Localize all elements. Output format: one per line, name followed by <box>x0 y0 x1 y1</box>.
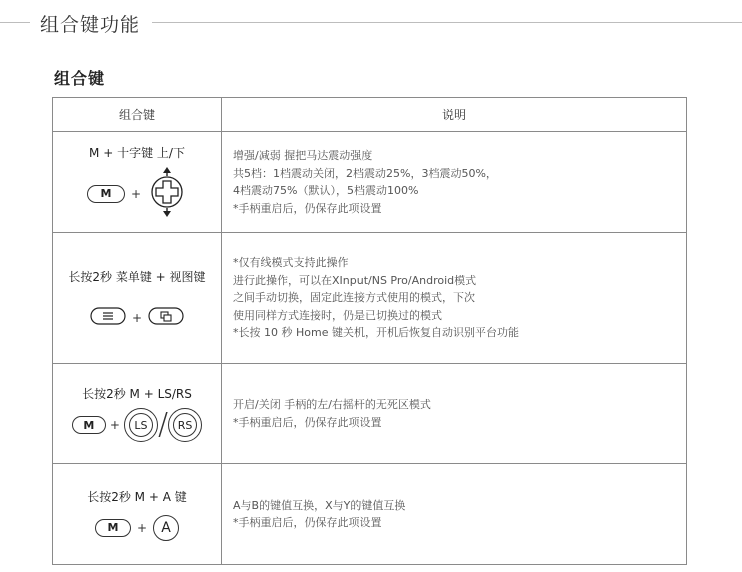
desc-line: 进行此操作，可以在XInput/NS Pro/Android模式 <box>233 273 477 287</box>
view-key-icon <box>148 307 184 329</box>
m-key-icon: M <box>95 519 131 537</box>
combo-icons <box>95 515 179 541</box>
desc-line: 之间手动切换，固定此连接方式使用的模式，下次 <box>233 291 475 305</box>
plus-sign: + <box>130 186 142 201</box>
desc-line: *手柄重启后，仍保存此项设置 <box>233 415 382 429</box>
header-rule-left <box>0 22 30 23</box>
combo-label: 长按2秒 M + LS/RS <box>82 387 192 401</box>
rs-stick-icon <box>168 408 202 442</box>
combo-icons <box>87 167 187 221</box>
table-header-row <box>53 98 686 131</box>
slash-separator: / <box>157 407 169 442</box>
header-desc: 说明 <box>441 108 466 122</box>
combo-label: M + 十字键 上/下 <box>89 145 185 160</box>
section-header <box>0 8 742 36</box>
combo-cell <box>53 364 222 463</box>
table-row <box>53 463 686 564</box>
desc-cell <box>222 132 686 232</box>
desc-cell <box>222 233 686 363</box>
section-title: 组合键功能 <box>40 14 141 36</box>
desc-line: A与B的键值互换，X与Y的键值互换 <box>233 498 406 512</box>
desc-line: 开启/关闭 手柄的左/右摇杆的无死区模式 <box>233 398 431 411</box>
ls-stick-icon <box>124 408 158 442</box>
combo-keys-table <box>52 97 687 565</box>
combo-cell <box>53 132 222 232</box>
combo-icons <box>72 408 202 442</box>
combo-label: 长按2秒 菜单键 + 视图键 <box>68 269 206 284</box>
combo-cell <box>53 233 222 363</box>
combo-label: 长按2秒 M + A 键 <box>87 489 187 504</box>
header-combo: 组合键 <box>53 98 222 131</box>
desc-line: 使用同样方式连接时，仍是已切换过的模式 <box>233 308 442 322</box>
dpad-updown-icon <box>147 167 187 221</box>
ls-label: LS <box>129 413 153 437</box>
desc-cell <box>222 464 686 564</box>
rs-label: RS <box>173 413 197 437</box>
desc-line: 4档震动75%（默认），5档震动100% <box>233 184 419 197</box>
combo-icons <box>90 307 184 329</box>
header-rule-right <box>152 22 742 23</box>
table-row <box>53 131 686 232</box>
a-button-icon: A <box>153 515 179 541</box>
desc-line: *手柄重启后，仍保存此项设置 <box>233 516 382 529</box>
table-title: 组合键 <box>54 69 106 88</box>
plus-sign: + <box>109 418 120 432</box>
m-key-icon: M <box>87 185 125 203</box>
menu-key-icon <box>90 307 126 329</box>
desc-line: 共5档：1档震动关闭，2档震动25%，3档震动50%， <box>233 166 497 180</box>
combo-cell <box>53 464 222 564</box>
m-key-icon: M <box>72 416 106 434</box>
desc-line: 增强/减弱 握把马达震动强度 <box>233 149 373 162</box>
table-row <box>53 363 686 463</box>
desc-line: *手柄重启后，仍保存此项设置 <box>233 201 382 215</box>
plus-sign: + <box>131 310 143 325</box>
desc-cell <box>222 364 686 463</box>
plus-sign: + <box>136 520 148 535</box>
desc-line: *仅有线模式支持此操作 <box>233 256 349 270</box>
desc-line: *长按 10 秒 Home 键关机，开机后恢复自动识别平台功能 <box>233 326 519 340</box>
table-row <box>53 232 686 363</box>
